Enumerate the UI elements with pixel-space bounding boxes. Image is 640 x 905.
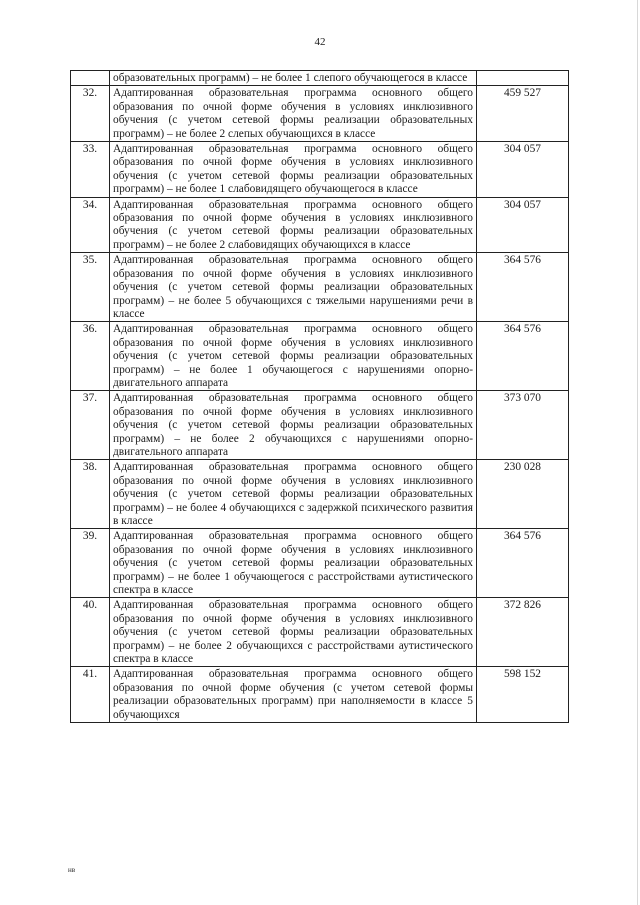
program-description-cell: образовательных программ) – не более 1 слепого обучающегося в классе: [110, 71, 477, 86]
row-number-cell: 34.: [71, 197, 110, 253]
table-row: [71, 253, 569, 322]
cost-value-cell: [477, 71, 569, 86]
table-row: [71, 142, 569, 198]
program-description-cell: Адаптированная образовательная программа основного общего образования по очной форме обучения в условиях инклюзивного обучения (с учетом сетевой формы реализации образовательных программ) – не более 2 слабовидящих обучающихся в классе: [110, 197, 477, 253]
row-number-cell: 37.: [71, 391, 110, 460]
cost-value-cell: 304 057: [477, 197, 569, 253]
cost-value-cell: 230 028: [477, 460, 569, 529]
row-number-cell: 41.: [71, 667, 110, 723]
program-description-cell: Адаптированная образовательная программа основного общего образования по очной форме обучения в условиях инклюзивного обучения (с учетом сетевой формы реализации образовательных программ) – не более 2 обучающихся с нарушениями опорно-двигательного аппарата: [110, 391, 477, 460]
row-number-cell: 39.: [71, 529, 110, 598]
program-description-cell: Адаптированная образовательная программа основного общего образования по очной форме обучения в условиях инклюзивного обучения (с учетом сетевой формы реализации образовательных программ) – не более 1 обучающегося с нарушениями опорно-двигательного аппарата: [110, 322, 477, 391]
row-number-cell: 40.: [71, 598, 110, 667]
row-number-cell: [71, 71, 110, 86]
row-number-cell: 36.: [71, 322, 110, 391]
table-row: [71, 529, 569, 598]
cost-value-cell: 373 070: [477, 391, 569, 460]
table-body: [71, 71, 569, 723]
row-number-cell: 32.: [71, 86, 110, 142]
program-description-cell: Адаптированная образовательная программа основного общего образования по очной форме обучения в условиях инклюзивного обучения (с учетом сетевой формы реализации образовательных программ) – не более 4 обучающихся с задержкой психического развития в классе: [110, 460, 477, 529]
table-row: [71, 391, 569, 460]
table-row: [71, 460, 569, 529]
row-number-cell: 35.: [71, 253, 110, 322]
program-description-cell: Адаптированная образовательная программа основного общего образования по очной форме обучения в условиях инклюзивного обучения (с учетом сетевой формы реализации образовательных программ) – не более 2 обучающихся с расстройствами аутистического спектра в классе: [110, 598, 477, 667]
cost-value-cell: 459 527: [477, 86, 569, 142]
program-description-cell: Адаптированная образовательная программа основного общего образования по очной форме обучения в условиях инклюзивного обучения (с учетом сетевой формы реализации образовательных программ) – не более 5 обучающихся с тяжелыми нарушениями речи в классе: [110, 253, 477, 322]
table-row: [71, 197, 569, 253]
cost-value-cell: 598 152: [477, 667, 569, 723]
program-description-cell: Адаптированная образовательная программа основного общего образования по очной форме обучения (с учетом сетевой формы реализации образовательных программ) при наполняемости в классе 5 обучающихся: [110, 667, 477, 723]
row-number-cell: 38.: [71, 460, 110, 529]
cost-value-cell: 304 057: [477, 142, 569, 198]
cost-value-cell: 364 576: [477, 253, 569, 322]
program-description-cell: Адаптированная образовательная программа основного общего образования по очной форме обучения в условиях инклюзивного обучения (с учетом сетевой формы реализации образовательных программ) – не более 1 обучающегося с расстройствами аутистического спектра в классе: [110, 529, 477, 598]
program-description-cell: Адаптированная образовательная программа основного общего образования по очной форме обучения в условиях инклюзивного обучения (с учетом сетевой формы реализации образовательных программ) – не более 1 слабовидящего обучающегося в классе: [110, 142, 477, 198]
program-description-cell: Адаптированная образовательная программа основного общего образования по очной форме обучения в условиях инклюзивного обучения (с учетом сетевой формы реализации образовательных программ) – не более 2 слепых обучающихся в классе: [110, 86, 477, 142]
table-row: [71, 667, 569, 723]
scan-edge-line: [637, 0, 638, 905]
cost-table: [70, 70, 569, 723]
table-row: [71, 322, 569, 391]
table-row: [71, 86, 569, 142]
footer-code: нв: [68, 866, 76, 874]
table-row: [71, 71, 569, 86]
page-number: 42: [314, 36, 326, 48]
table-row: [71, 598, 569, 667]
cost-value-cell: 364 576: [477, 322, 569, 391]
row-number-cell: 33.: [71, 142, 110, 198]
cost-value-cell: 364 576: [477, 529, 569, 598]
cost-value-cell: 372 826: [477, 598, 569, 667]
